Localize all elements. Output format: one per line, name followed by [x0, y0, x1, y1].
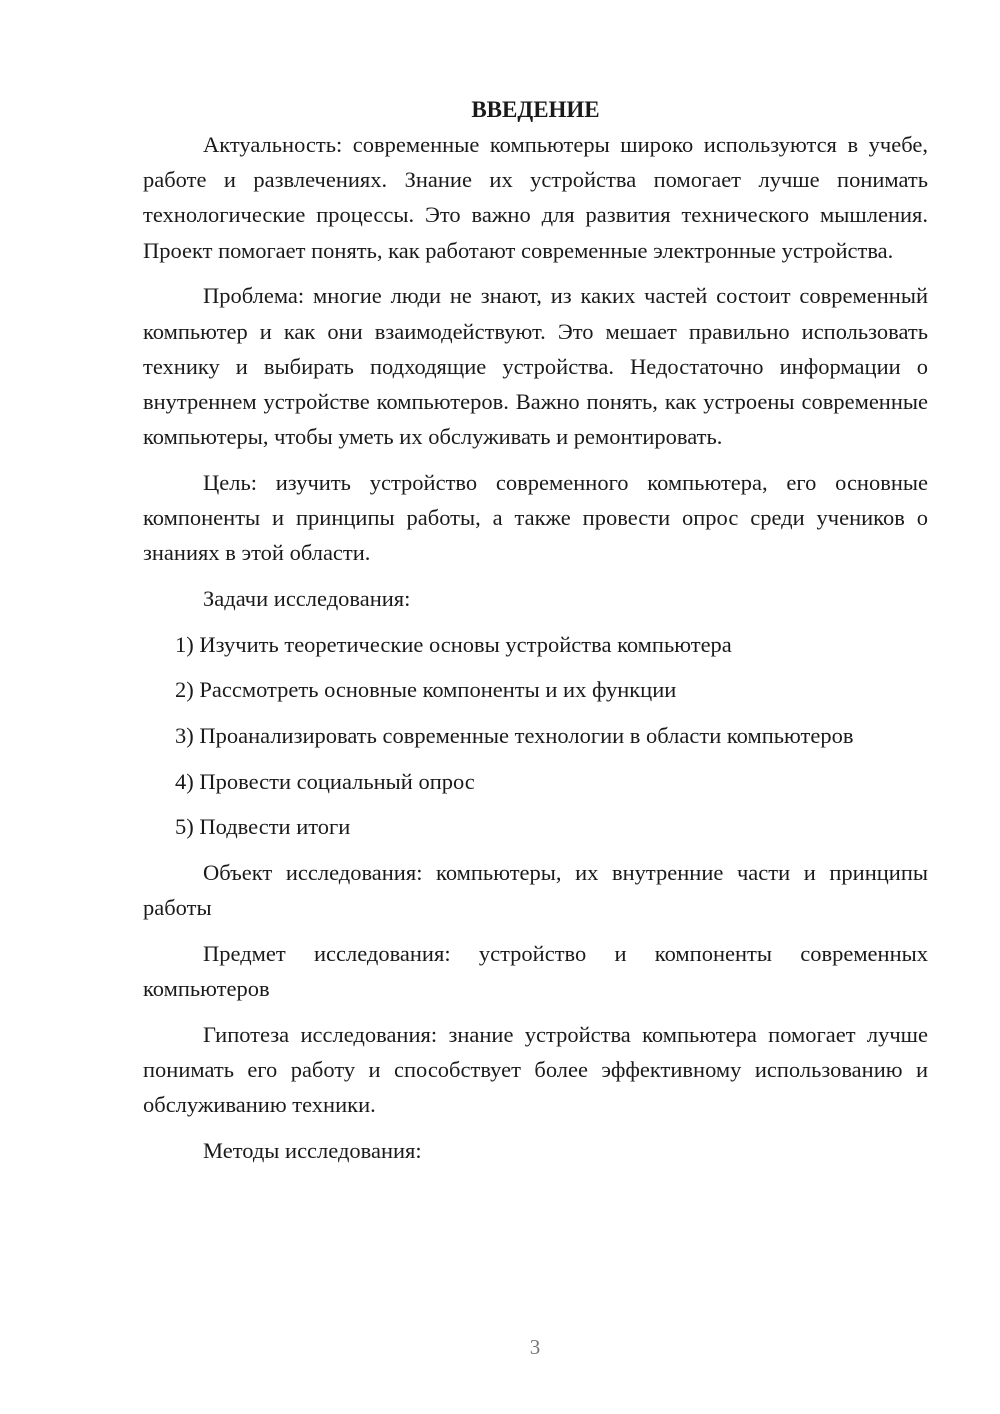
methods-heading: Методы исследования: — [203, 1138, 422, 1164]
task-item-4: 4) Провести социальный опрос — [175, 768, 475, 794]
problem-paragraph: Проблема: многие люди не знают, из каких частей состоит современный компьютер и как они взаимодействуют. Это мешает правильно использовать технику и выбирать подходящие устройства. Недостаточно информации о внутреннем устройстве компьютеров. Важно понять, как устроены современные компьютеры, чтобы уметь их обслуживать и ремонтировать. — [143, 283, 928, 450]
task-item-5: 5) Подвести итоги — [175, 814, 351, 840]
section-title: ВВЕДЕНИЕ — [471, 97, 600, 122]
tasks-heading: Задачи исследования: — [203, 585, 411, 611]
relevance-paragraph: Актуальность: современные компьютеры широко используются в учебе, работе и развлечениях. Знание их устройства помогает лучше понимать технологические процессы. Это важно для развития технического мышления. Проект помогает понять, как работают современные электронные устройства. — [143, 132, 928, 263]
object-paragraph: Объект исследования: компьютеры, их внутренние части и принципы работы — [143, 860, 928, 921]
hypothesis-paragraph: Гипотеза исследования: знание устройства компьютера помогает лучше понимать его работу и способствует более эффективному использованию и обслуживанию техники. — [143, 1021, 928, 1118]
document-page — [143, 92, 928, 1179]
page-number: 3 — [529, 1335, 541, 1359]
task-item-3: 3) Проанализировать современные технологии в области компьютеров — [175, 723, 854, 749]
task-item-2: 2) Рассмотреть основные компоненты и их функции — [175, 677, 677, 703]
subject-paragraph: Предмет исследования: устройство и компоненты современных компьютеров — [143, 941, 928, 1002]
task-item-1: 1) Изучить теоретические основы устройства компьютера — [175, 631, 732, 657]
goal-paragraph: Цель: изучить устройство современного компьютера, его основные компоненты и принципы работы, а также провести опрос среди учеников о знаниях в этой области. — [143, 469, 928, 566]
